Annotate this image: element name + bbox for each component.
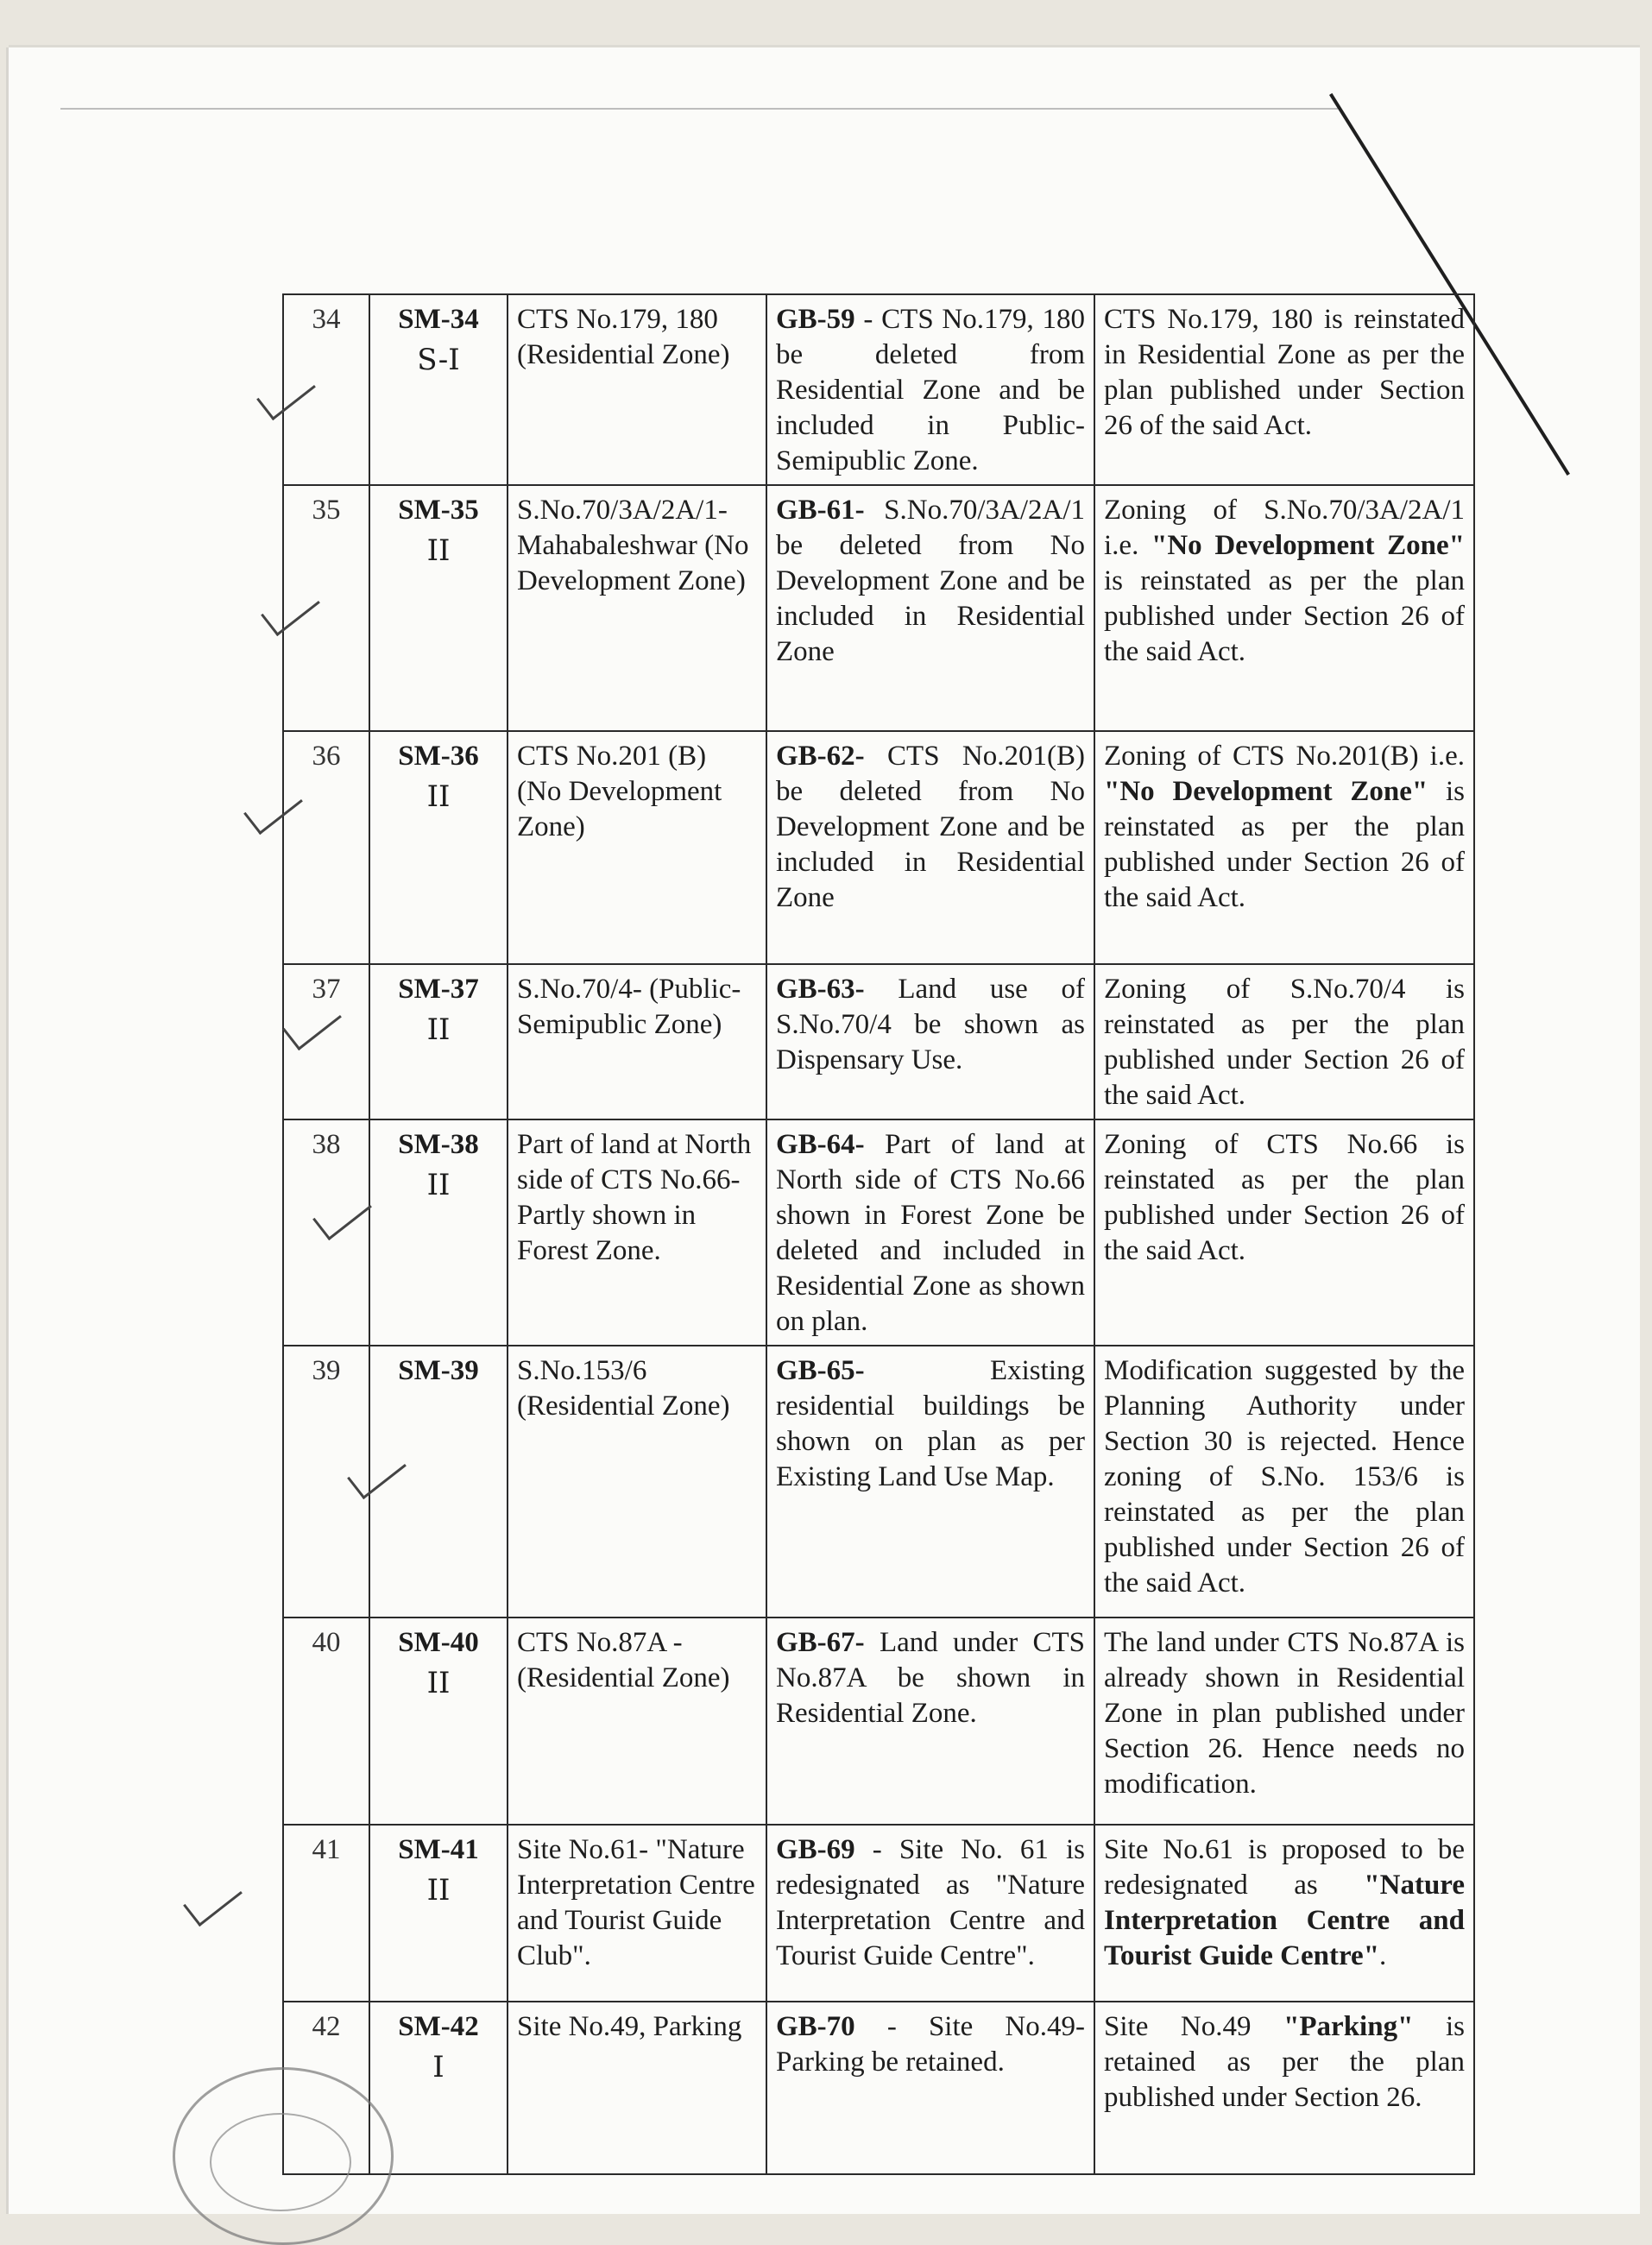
serial-number: 41 <box>283 1825 369 2002</box>
table-row <box>283 1119 1474 1346</box>
serial-number: 42 <box>283 2002 369 2174</box>
current-zone: CTS No.87A - (Residential Zone) <box>508 1618 766 1825</box>
official-seal-icon <box>173 2067 394 2245</box>
decision-text: is reinstated as per the plan published under Section 26 of the said Act. <box>1104 565 1465 667</box>
modification-code <box>369 485 508 731</box>
serial-number: 39 <box>283 1346 369 1618</box>
table-row <box>283 294 1474 485</box>
serial-number: 34 <box>283 294 369 485</box>
handwritten-mark: II <box>426 1168 451 1202</box>
decision <box>1094 731 1474 964</box>
code-label: SM-34 <box>398 304 479 335</box>
decision-emphasis: "Parking" <box>1283 2011 1414 2042</box>
serial-number: 38 <box>283 1119 369 1346</box>
decision: The land under CTS No.87A is already shown in Residential Zone in plan published under Section 26. Hence needs no modification. <box>1094 1618 1474 1825</box>
code-label: SM-38 <box>398 1129 479 1160</box>
serial-number: 36 <box>283 731 369 964</box>
current-zone: S.No.70/3A/2A/1-Mahabaleshwar (No Development Zone) <box>508 485 766 731</box>
handwritten-mark: II <box>426 779 451 814</box>
table-row <box>283 1618 1474 1825</box>
gb-text: S.No.70/3A/2A/1 be deleted from No Development Zone and be included in Residential Zone <box>776 495 1085 667</box>
handwritten-mark: II <box>426 1666 451 1700</box>
decision-text: Zoning of CTS No.201(B) i.e. <box>1104 741 1465 772</box>
modification-code <box>369 294 508 485</box>
current-zone: S.No.153/6 (Residential Zone) <box>508 1346 766 1618</box>
gb-text: Existing residential buildings be shown on plan as per Existing Land Use Map. <box>776 1355 1085 1492</box>
handwritten-mark: S-I <box>417 343 460 377</box>
decision <box>1094 485 1474 731</box>
table-row <box>283 964 1474 1119</box>
gb-proposal <box>766 731 1094 964</box>
gb-proposal <box>766 2002 1094 2174</box>
handwritten-mark: II <box>426 1873 451 1908</box>
decision-emphasis: "No Development Zone" <box>1151 530 1465 561</box>
gb-proposal <box>766 964 1094 1119</box>
gb-proposal <box>766 1618 1094 1825</box>
serial-number: 40 <box>283 1618 369 1825</box>
emblem-icon <box>210 2113 351 2211</box>
code-label: SM-37 <box>398 974 479 1005</box>
gb-text: - Site No.49- Parking be retained. <box>776 2011 1085 2078</box>
decision: Zoning of S.No.70/4 is reinstated as per the plan published under Section 26 of the said Act. <box>1094 964 1474 1119</box>
decision-emphasis: "Nature Interpretation Centre and Tourist Guide Centre" <box>1104 1870 1465 1971</box>
gb-text: Land under CTS No.87A be shown in Residential Zone. <box>776 1627 1085 1729</box>
modification-table <box>282 293 1475 2175</box>
decision-text: Site No.49 <box>1104 2011 1284 2042</box>
gb-code: GB-69 <box>776 1834 855 1865</box>
decision-text: Site No.61 is proposed to be redesignated as <box>1104 1834 1465 1901</box>
gb-code: GB-70 <box>776 2011 855 2042</box>
decision <box>1094 2002 1474 2174</box>
gb-proposal <box>766 294 1094 485</box>
modification-code <box>369 731 508 964</box>
current-zone: CTS No.201 (B) (No Development Zone) <box>508 731 766 964</box>
modification-code <box>369 964 508 1119</box>
decision-text: is reinstated as per the plan published under Section 26 of the said Act. <box>1104 776 1466 913</box>
table-row <box>283 731 1474 964</box>
gb-proposal <box>766 1119 1094 1346</box>
serial-number: 37 <box>283 964 369 1119</box>
gb-code: GB-65- <box>776 1355 865 1386</box>
decision: Modification suggested by the Planning Authority under Section 30 is rejected. Hence zoning of S.No. 153/6 is reinstated as per the plan published under Section 26 of the said Act. <box>1094 1346 1474 1618</box>
current-zone: Part of land at North side of CTS No.66-Partly shown in Forest Zone. <box>508 1119 766 1346</box>
code-label: SM-41 <box>398 1834 479 1865</box>
current-zone: Site No.49, Parking <box>508 2002 766 2174</box>
gb-code: GB-63- <box>776 974 865 1005</box>
table-row <box>283 1825 1474 2002</box>
top-rule <box>60 108 1338 110</box>
modification-code <box>369 1618 508 1825</box>
code-label: SM-40 <box>398 1627 479 1658</box>
code-label: SM-42 <box>398 2011 479 2042</box>
current-zone: CTS No.179, 180 (Residential Zone) <box>508 294 766 485</box>
gb-text: - Site No. 61 is redesignated as "Nature Interpretation Centre and Tourist Guide Centre". <box>776 1834 1085 1971</box>
gb-code: GB-67- <box>776 1627 865 1658</box>
table-row <box>283 1346 1474 1618</box>
handwritten-mark: I <box>432 2050 445 2084</box>
decision: CTS No.179, 180 is reinstated in Residential Zone as per the plan published under Section 26 of the said Act. <box>1094 294 1474 485</box>
serial-number: 35 <box>283 485 369 731</box>
decision: Zoning of CTS No.66 is reinstated as per the plan published under Section 26 of the said Act. <box>1094 1119 1474 1346</box>
modification-code <box>369 1119 508 1346</box>
handwritten-mark: II <box>426 533 451 568</box>
table-row <box>283 2002 1474 2174</box>
gb-code: GB-61- <box>776 495 865 526</box>
code-label: SM-36 <box>398 741 479 772</box>
current-zone: Site No.61- "Nature Interpretation Centre and Tourist Guide Club". <box>508 1825 766 2002</box>
gb-text: - CTS No.179, 180 be deleted from Residential Zone and be included in Public-Semipublic Zone. <box>776 304 1085 476</box>
gb-proposal <box>766 485 1094 731</box>
gb-text: Part of land at North side of CTS No.66 shown in Forest Zone be deleted and included in Residential Zone as shown on plan. <box>776 1129 1085 1337</box>
table-row <box>283 485 1474 731</box>
decision-text: Zoning of S.No.70/3A/2A/1 i.e. <box>1104 495 1465 561</box>
gb-code: GB-62- <box>776 741 865 772</box>
decision-text: is retained as per the plan published under Section 26. <box>1104 2011 1465 2113</box>
current-zone: S.No.70/4- (Public-Semipublic Zone) <box>508 964 766 1119</box>
code-label: SM-35 <box>398 495 479 526</box>
gb-proposal <box>766 1825 1094 2002</box>
handwritten-mark: II <box>426 1012 451 1047</box>
gb-text: CTS No.201(B) be deleted from No Development Zone and be included in Residential Zone <box>776 741 1085 913</box>
modification-code <box>369 1825 508 2002</box>
gb-code: GB-59 <box>776 304 855 335</box>
decision-emphasis: "No Development Zone" <box>1104 776 1428 807</box>
decision-text: . <box>1379 1940 1387 1971</box>
gb-proposal <box>766 1346 1094 1618</box>
gb-code: GB-64- <box>776 1129 865 1160</box>
decision <box>1094 1825 1474 2002</box>
modification-code <box>369 1346 508 1618</box>
code-label: SM-39 <box>398 1355 479 1386</box>
gb-text: Land use of S.No.70/4 be shown as Dispensary Use. <box>776 974 1085 1075</box>
